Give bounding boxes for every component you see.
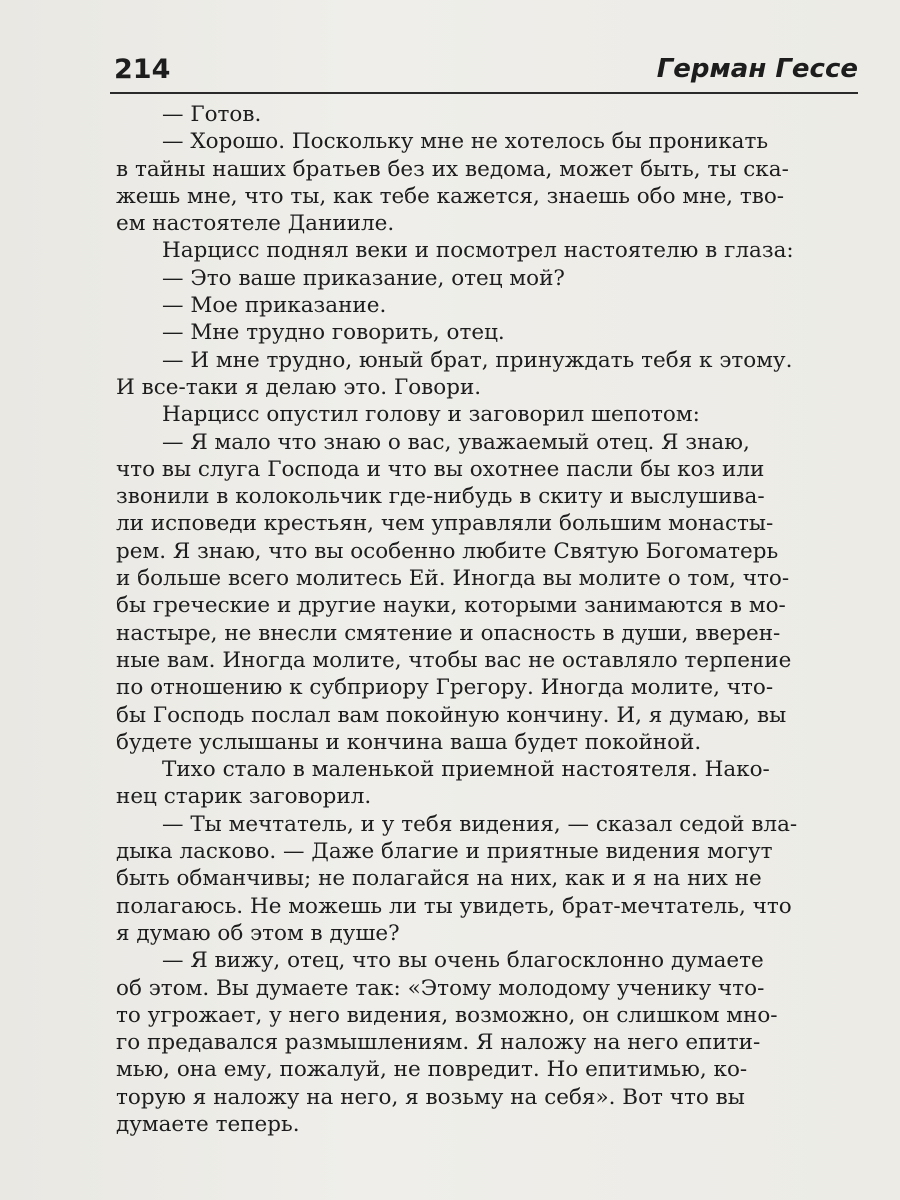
text-line: торую я наложу на него, я возьму на себя». Вот что вы xyxy=(116,1084,745,1110)
text-line: Нарцисс поднял веки и посмотрел настоятелю в глаза: xyxy=(162,238,794,264)
text-line: — Готов. xyxy=(162,102,262,127)
text-line: мью, она ему, пожалуй, не повредит. Но епитимью, ко- xyxy=(116,1057,748,1083)
text-line: — И мне трудно, юный брат, принуждать тебя к этому. xyxy=(162,347,793,373)
text-line: — Мое приказание. xyxy=(162,293,387,319)
text-line: И все-таки я делаю это. Говори. xyxy=(116,374,482,400)
text-line: бы Господь послал вам покойную кончину. И, я думаю, вы xyxy=(116,702,787,728)
text-line: полагаюсь. Не можешь ли ты увидеть, брат-мечтатель, что xyxy=(116,893,792,919)
text-line: ем настоятеле Данииле. xyxy=(116,211,395,237)
text-line: — Я вижу, отец, что вы очень благосклонно думаете xyxy=(162,948,764,974)
text-line: дыка ласково. — Даже благие и приятные видения могут xyxy=(116,839,773,865)
text-line: — Мне трудно говорить, отец. xyxy=(162,320,505,346)
body-text xyxy=(116,101,862,1138)
text-line: в тайны наших братьев без их ведома, может быть, ты ска- xyxy=(116,156,789,182)
text-line: ные вам. Иногда молите, чтобы вас не оставляло терпение xyxy=(116,647,792,673)
text-line: настыре, не внесли смятение и опасность в души, вверен- xyxy=(116,620,781,646)
text-line: — Это ваше приказание, отец мой? xyxy=(162,265,565,291)
text-line: — Хорошо. Поскольку мне не хотелось бы проникать xyxy=(162,129,769,155)
page-header xyxy=(110,48,858,94)
text-line: об этом. Вы думаете так: «Этому молодому ученику что- xyxy=(116,975,765,1001)
text-line: то угрожает, у него видения, возможно, он слишком мно- xyxy=(116,1002,778,1028)
text-line: — Я мало что знаю о вас, уважаемый отец. Я знаю, xyxy=(162,429,750,455)
text-line: Нарцисс опустил голову и заговорил шепотом: xyxy=(162,402,700,428)
text-line: быть обманчивы; не полагайся на них, как и я на них не xyxy=(116,866,762,892)
text-line: — Ты мечтатель, и у тебя видения, — сказал седой вла- xyxy=(162,811,798,837)
text-line: бы греческие и другие науки, которыми занимаются в мо- xyxy=(116,593,786,619)
text-line: по отношению к субприору Грегору. Иногда молите, что- xyxy=(116,675,774,701)
text-line: думаете теперь. xyxy=(116,1111,300,1137)
running-title: Герман Гессе xyxy=(656,54,858,84)
text-line: и больше всего молитесь Ей. Иногда вы молите о том, что- xyxy=(116,566,790,592)
text-line: го предавался размышлениям. Я наложу на него епити- xyxy=(116,1030,761,1056)
text-line: звонили в колокольчик где-нибудь в скиту и выслушива- xyxy=(116,484,765,510)
text-line: будете услышаны и кончина ваша будет покойной. xyxy=(116,729,702,755)
text-line: что вы слуга Господа и что вы охотнее пасли бы коз или xyxy=(116,456,765,482)
page-number: 214 xyxy=(114,54,171,85)
text-line: рем. Я знаю, что вы особенно любите Святую Богоматерь xyxy=(116,538,779,564)
text-line: нец старик заговорил. xyxy=(116,784,372,810)
text-line: Тихо стало в маленькой приемной настоятеля. Нако- xyxy=(162,757,770,783)
text-line: я думаю об этом в душе? xyxy=(116,920,400,946)
text-line: ли исповеди крестьян, чем управляли большим монасты- xyxy=(116,511,774,537)
text-line: жешь мне, что ты, как тебе кажется, знаешь обо мне, тво- xyxy=(116,183,785,209)
